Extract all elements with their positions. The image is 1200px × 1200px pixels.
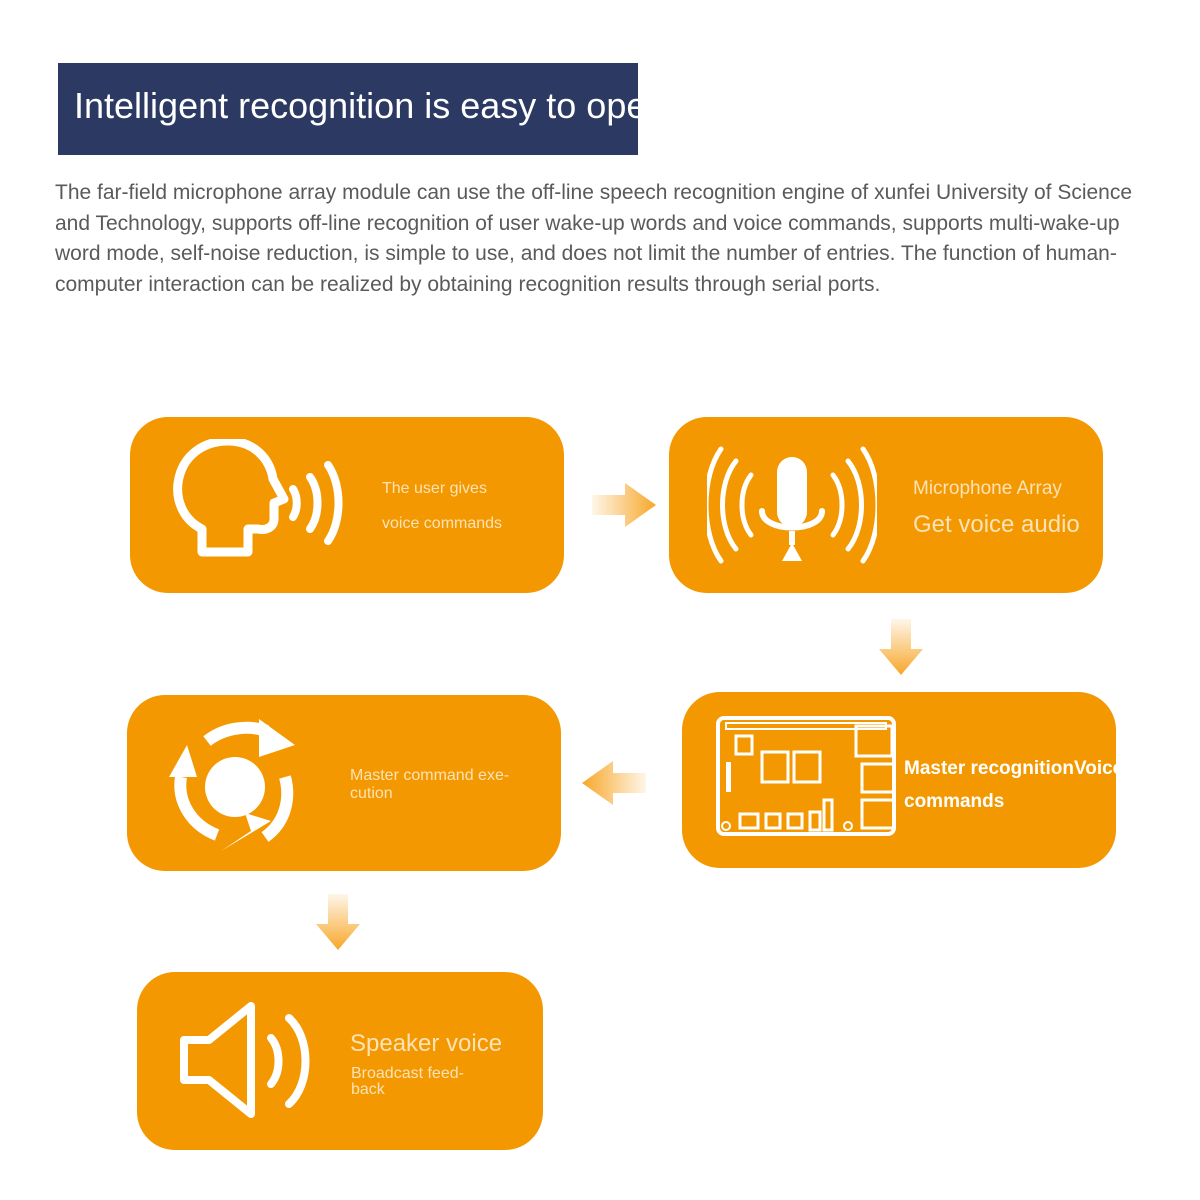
speaker-icon [179, 1002, 319, 1122]
speaking-head-icon [172, 439, 362, 569]
step-mic-card [669, 417, 1103, 593]
arrow-down-icon [313, 892, 363, 952]
arrow-left-icon [578, 758, 648, 808]
cycle-arrows-icon [167, 717, 307, 857]
step-exec-card [127, 695, 561, 871]
step-mic-line2: Get voice audio [913, 511, 1080, 538]
step-speaker-line1: Speaker voice [350, 1030, 503, 1057]
step-master-card [682, 692, 1124, 868]
step-mic-line1: Microphone Array [913, 478, 1062, 499]
microphone-icon [707, 445, 877, 570]
step-speaker-line3: back [351, 1081, 385, 1098]
step-speaker-line2: Broadcast feed- [351, 1065, 464, 1082]
step-user-card [130, 417, 564, 593]
step-exec-line1: Master command exe- [350, 767, 510, 784]
arrow-down-icon [876, 617, 926, 677]
circuit-board-icon [714, 714, 904, 844]
description-paragraph: The far-field microphone array module can use the off-line speech recognition engine of xunfei University of Science and Technology, supports off-line recognition of user wake-up words and voice commands, supports multi-wake-up word mode, self-noise reduction, is simple to use, and does not limit the number of entries. The function of human-computer interaction can be realized by obtaining recognition results through serial ports. [55, 181, 1133, 296]
page-title: Intelligent recognition is easy to operate. [74, 85, 719, 126]
step-user-line2: voice commands [382, 515, 503, 532]
step-user-line1: The user gives [382, 480, 487, 497]
step-exec-line2: cution [350, 785, 393, 802]
step-master-line1: Master recognitionVoice [904, 758, 1124, 779]
step-master-line2: commands [904, 791, 1005, 812]
step-speaker-card [137, 972, 543, 1150]
arrow-right-icon [590, 480, 660, 530]
